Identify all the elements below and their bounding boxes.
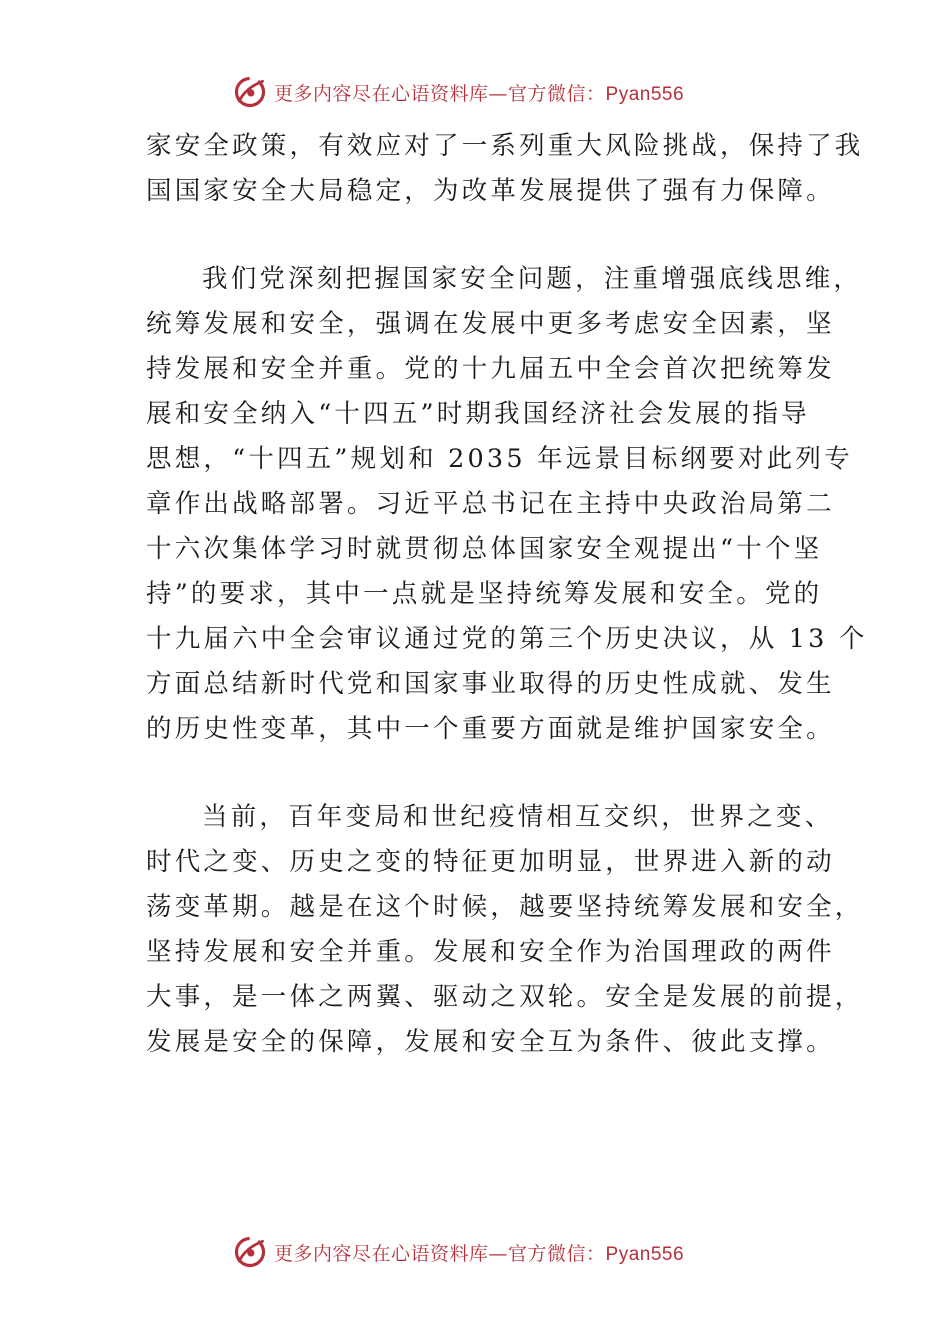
paragraph-line: 当前，百年变局和世纪疫情相互交织，世界之变、 bbox=[202, 802, 834, 832]
paragraph-line: 坚持发展和安全并重。发展和安全作为治国理政的两件 bbox=[146, 937, 835, 967]
paragraph-line: 时代之变、历史之变的特征更加明显，世界进入新的动 bbox=[146, 847, 835, 877]
paragraph-line: 我们党深刻把握国家安全问题，注重增强底线思维， bbox=[202, 264, 863, 294]
paragraph-line: 持”的要求，其中一点就是坚持统筹发展和安全。党的 bbox=[146, 579, 823, 609]
footer-banner-label: 更多内容尽在心语资料库—官方微信： bbox=[274, 1242, 606, 1265]
paragraph-line: 大事，是一体之两翼、驱动之双轮。安全是发展的前提， bbox=[146, 982, 864, 1012]
brush-seal-icon bbox=[232, 74, 268, 110]
paragraph-line: 十六次集体学习时就贯彻总体国家安全观提出“十个坚 bbox=[146, 534, 823, 564]
paragraph-line: 方面总结新时代党和国家事业取得的历史性成就、发生 bbox=[146, 669, 835, 699]
paragraph-3 bbox=[146, 795, 864, 1065]
paragraph-line: 发展是安全的保障，发展和安全互为条件、彼此支撑。 bbox=[146, 1027, 835, 1057]
paragraph-line: 思想，“十四五”规划和 2035 年远景目标纲要对此列专 bbox=[146, 444, 853, 474]
paragraph-line: 章作出战略部署。习近平总书记在主持中央政治局第二 bbox=[146, 489, 835, 519]
brush-seal-icon bbox=[232, 1234, 268, 1270]
paragraph-1 bbox=[146, 124, 864, 214]
paragraph-line: 国国家安全大局稳定，为改革发展提供了强有力保障。 bbox=[146, 176, 835, 206]
paragraph-line: 展和安全纳入“十四五”时期我国经济社会发展的指导 bbox=[146, 399, 810, 429]
paragraph-line: 持发展和安全并重。党的十九届五中全会首次把统筹发 bbox=[146, 354, 835, 384]
header-wechat-id: Pyan556 bbox=[605, 83, 685, 105]
footer-banner-text bbox=[274, 1239, 684, 1266]
document-body bbox=[146, 124, 868, 1065]
paragraph-line: 十九届六中全会审议通过党的第三个历史决议，从 13 个 bbox=[146, 624, 868, 654]
paragraph-line: 家安全政策，有效应对了一系列重大风险挑战，保持了我 bbox=[146, 131, 864, 161]
header-banner-label: 更多内容尽在心语资料库—官方微信： bbox=[274, 82, 606, 105]
footer-wechat-id: Pyan556 bbox=[605, 1243, 685, 1265]
paragraph-line: 统筹发展和安全，强调在发展中更多考虑安全因素，坚 bbox=[146, 309, 835, 339]
paragraph-2 bbox=[146, 257, 868, 752]
header-banner-text bbox=[274, 79, 684, 106]
paragraph-line: 的历史性变革，其中一个重要方面就是维护国家安全。 bbox=[146, 714, 835, 744]
header-banner bbox=[232, 72, 684, 112]
footer-banner bbox=[232, 1232, 684, 1272]
paragraph-line: 荡变革期。越是在这个时候，越要坚持统筹发展和安全， bbox=[146, 892, 864, 922]
